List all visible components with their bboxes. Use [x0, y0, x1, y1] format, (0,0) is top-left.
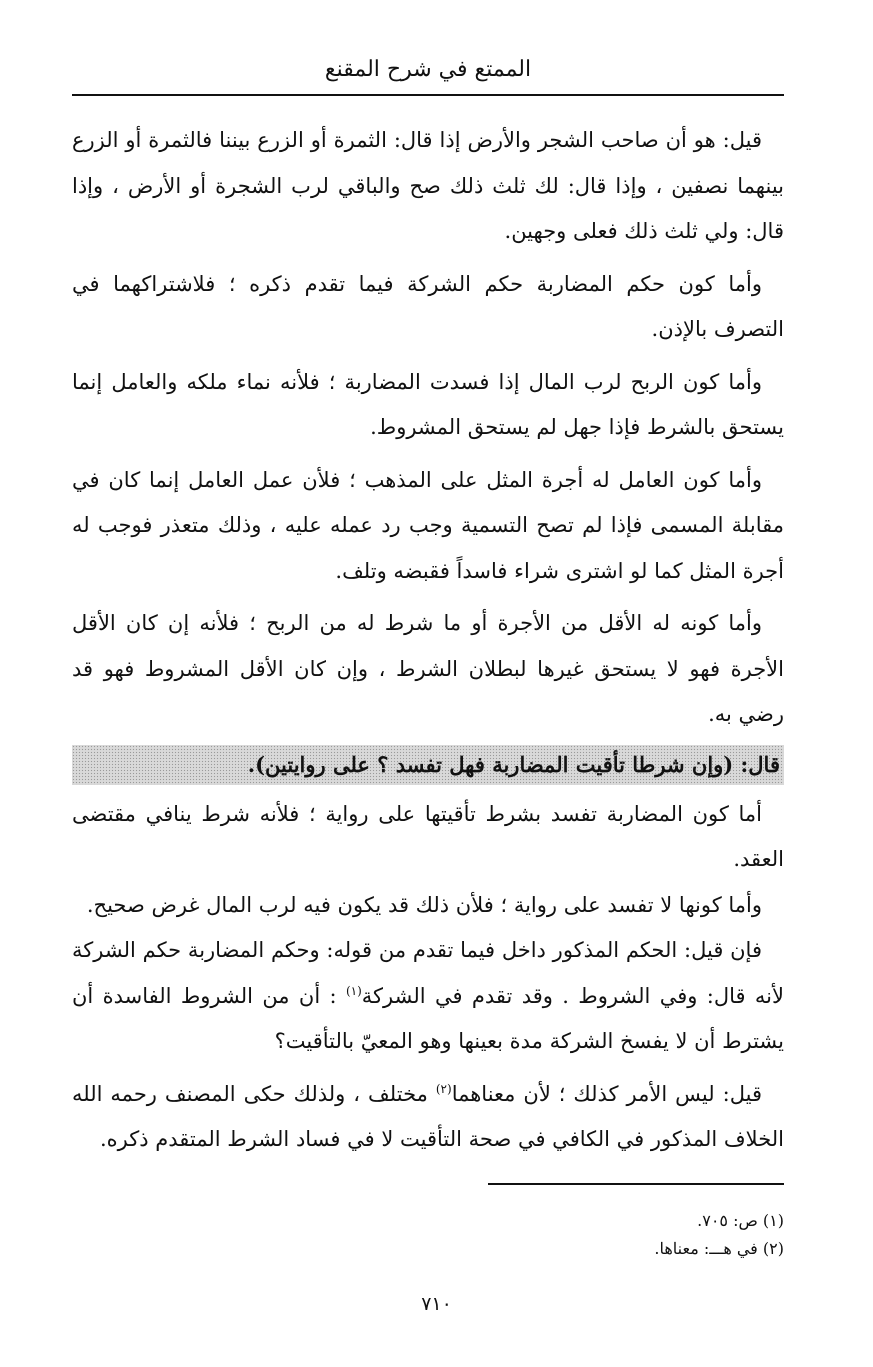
page-number: ٧١٠ [421, 1293, 452, 1315]
footnote-reference[interactable]: (٢) [435, 1081, 452, 1096]
paragraph-text: : أن من الشروط الفاسدة أن يشترط أن لا يفسخ الشركة مدة بعينها وهو المعيّ بالتأقيت؟ [72, 983, 784, 1053]
main-text [72, 118, 784, 1170]
paragraph: وأما كون الربح لرب المال إذا فسدت المضاربة ؛ فلأنه نماء ملكه والعامل إنما يستحق بالشرط فإذا جهل لم يستحق المشروط. [72, 369, 784, 439]
footnote: (٢) في هـــ: معناها. [654, 1239, 784, 1258]
paragraph-text: فإن قيل: الحكم المذكور داخل فيما تقدم من قوله: وحكم المضاربة حكم الشركة لأنه قال: وفي الشروط . وقد تقدم في الشركة [72, 938, 784, 1008]
paragraph: وأما كونه له الأقل من الأجرة أو ما شرط له من الربح ؛ فلأنه إن كان الأقل الأجرة فهو لا يستحق غيرها لبطلان الشرط ، وإن كان الأقل المشروط فهو قد رضي به. [72, 611, 784, 726]
matn-quote-highlighted: قال: (وإن شرطا تأقيت المضاربة فهل تفسد ؟ على روايتين). [72, 745, 784, 785]
paragraph: وأما كون حكم المضاربة حكم الشركة فيما تقدم ذكره ؛ فلاشتراكهما في التصرف بالإذن. [72, 271, 784, 341]
paragraph-text: قيل: ليس الأمر كذلك ؛ لأن معناهما [451, 1081, 763, 1106]
paragraph: وأما كونها لا تفسد على رواية ؛ فلأن ذلك قد يكون فيه لرب المال غرض صحيح. [86, 892, 762, 917]
header-divider [72, 94, 784, 96]
paragraph-text: مختلف ، ولذلك حكى المصنف رحمه الله الخلاف المذكور في الكافي في صحة التأقيت لا في فساد الشرط المتقدم ذكره. [72, 1081, 784, 1151]
footnote-reference[interactable]: (١) [345, 983, 362, 998]
paragraph: وأما كون العامل له أجرة المثل على المذهب ؛ فلأن عمل العامل إنما كان في مقابلة المسمى فإذا لم تصح التسمية وجب رد عمله عليه ، وذلك متعذر فوجب له أجرة المثل كما لو اشترى شراء فاسداً فقبضه وتلف. [72, 467, 784, 583]
objection-paragraph [72, 928, 784, 1065]
footnotes [72, 1207, 784, 1263]
paragraph: قيل: هو أن صاحب الشجر والأرض إذا قال: الثمرة أو الزرع بيننا فالثمرة أو الزرع بينهما نصفين ، وإذا قال: لك ثلث ذلك صح والباقي لرب الشجرة أو الأرض ، وإذا قال: ولي ثلث ذلك فعلى وجهين. [72, 128, 784, 243]
footnote-divider [488, 1183, 784, 1185]
paragraph: أما كون المضاربة تفسد بشرط تأقيتها على رواية ؛ فلأنه شرط ينافي مقتضى العقد. [72, 801, 784, 871]
running-title: الممتع في شرح المقنع [324, 57, 532, 82]
footnote: (١) ص: ٧٠٥. [697, 1211, 784, 1230]
answer-paragraph [72, 1072, 784, 1163]
